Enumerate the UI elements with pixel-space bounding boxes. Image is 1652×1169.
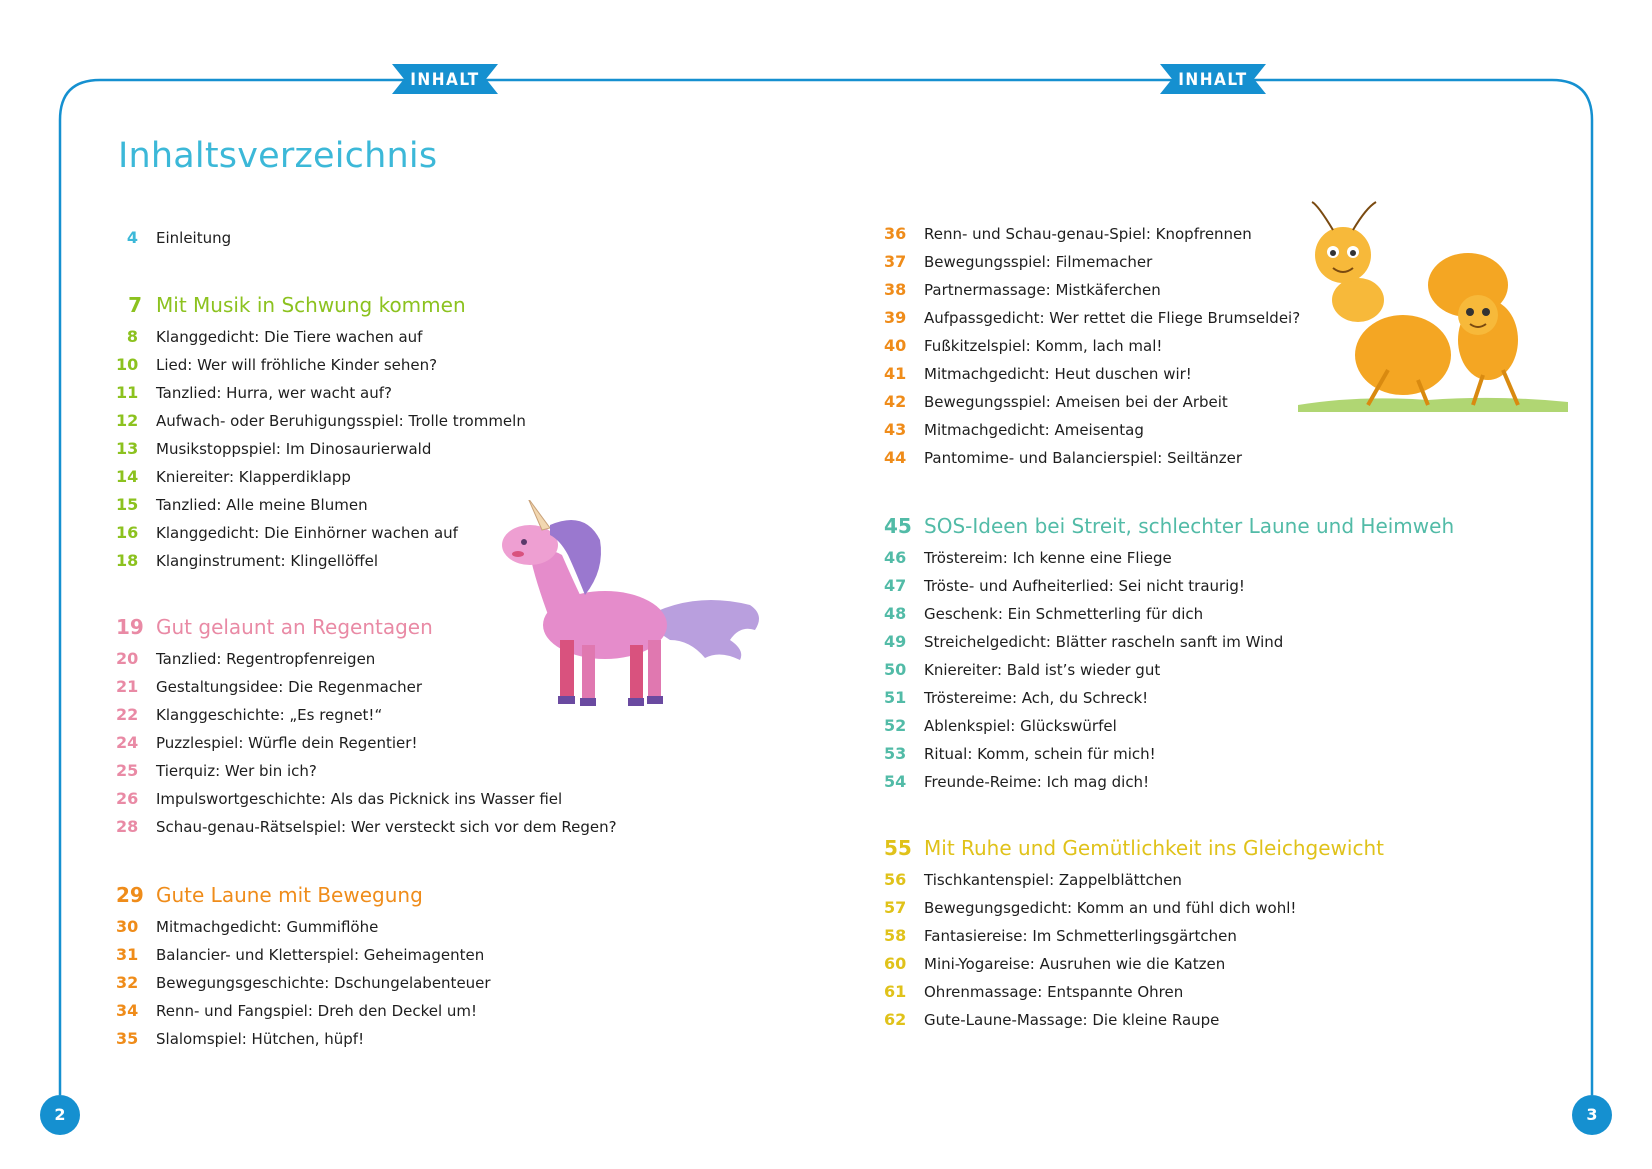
section-title: Gute Laune mit Bewegung [156,883,423,907]
entry-title: Partnermassage: Mistkäferchen [924,281,1161,299]
entry-title: Bewegungsgeschichte: Dschungelabenteuer [156,974,491,992]
entry-page-number: 14 [116,467,139,486]
entry-page-number: 13 [116,439,139,458]
entry-title: Aufpassgedicht: Wer rettet die Fliege Brumseldei? [924,309,1301,327]
entry-page-number: 48 [884,604,907,623]
entry-page-number: 12 [116,411,139,430]
entry-page-number: 34 [116,1001,139,1020]
entry-page-number: 44 [884,448,907,467]
entry-title: Tanzlied: Regentropfenreigen [156,650,376,668]
entry-title: Lied: Wer will fröhliche Kinder sehen? [156,356,438,374]
entry-title: Bewegungsspiel: Ameisen bei der Arbeit [924,393,1228,411]
entry-page-number: 18 [116,551,139,570]
entry-page-number: 30 [116,917,139,936]
entry-title: Tanzlied: Alle meine Blumen [156,496,368,514]
entry-page-number: 60 [884,954,907,973]
entry-title: Impulswortgeschichte: Als das Picknick ins Wasser fiel [156,790,563,808]
entry-title: Gute-Laune-Massage: Die kleine Raupe [924,1011,1220,1029]
entry-page-number: 36 [884,224,907,243]
entry-title: Klanggedicht: Die Tiere wachen auf [156,328,423,346]
entry-page-number: 61 [884,982,907,1001]
entry-page-number: 52 [884,716,907,735]
entry-page-number: 38 [884,280,907,299]
entry-page-number: 41 [884,364,907,383]
section-page-number: 45 [884,514,912,538]
entry-page-number: 24 [116,733,139,752]
entry-title: Kniereiter: Bald ist’s wieder gut [924,661,1161,679]
entry-title: Tröstereime: Ach, du Schreck! [924,689,1149,707]
section-page-number: 7 [128,293,142,317]
entry-page-number: 28 [116,817,139,836]
entry-title: Geschenk: Ein Schmetterling für dich [924,605,1204,623]
entry-title: Ablenkspiel: Glückswürfel [924,717,1117,735]
entry-page-number: 31 [116,945,139,964]
page-number-right: 3 [1572,1095,1612,1135]
entry-page-number: 21 [116,677,139,696]
entry-title: Tischkantenspiel: Zappelblättchen [924,871,1182,889]
entry-title: Einleitung [156,229,232,247]
entry-page-number: 25 [116,761,139,780]
section-page-number: 29 [116,883,144,907]
entry-title: Pantomime- und Balancierspiel: Seiltänzer [924,449,1243,467]
entry-title: Fantasiereise: Im Schmetterlingsgärtchen [924,927,1237,945]
entry-page-number: 49 [884,632,907,651]
entry-title: Renn- und Schau-genau-Spiel: Knopfrennen [924,225,1252,243]
entry-page-number: 62 [884,1010,907,1029]
entry-title: Streichelgedicht: Blätter rascheln sanft im Wind [924,633,1284,651]
page-title: Inhaltsverzeichnis [118,136,438,176]
entry-page-number: 40 [884,336,907,355]
entry-title: Gestaltungsidee: Die Regenmacher [156,678,423,696]
entry-page-number: 32 [116,973,139,992]
entry-page-number: 15 [116,495,139,514]
ants-illustration [1298,200,1568,420]
entry-title: Klanggeschichte: „Es regnet!“ [156,706,383,724]
entry-page-number: 51 [884,688,907,707]
entry-page-number: 50 [884,660,907,679]
entry-title: Mini-Yogareise: Ausruhen wie die Katzen [924,955,1226,973]
section-title: SOS-Ideen bei Streit, schlechter Laune und Heimweh [924,514,1455,538]
entry-page-number: 35 [116,1029,139,1048]
section-page-number: 55 [884,836,912,860]
section-title: Mit Ruhe und Gemütlichkeit ins Gleichgewicht [924,836,1384,860]
tab-label-left: INHALT [410,70,480,90]
entry-title: Mitmachgedicht: Heut duschen wir! [924,365,1192,383]
entry-page-number: 54 [884,772,907,791]
entry-page-number: 8 [126,327,138,346]
entry-title: Klanginstrument: Klingellöffel [156,552,378,570]
section-title: Gut gelaunt an Regentagen [156,615,433,639]
entry-title: Klanggedicht: Die Einhörner wachen auf [156,524,458,542]
entry-title: Tanzlied: Hurra, wer wacht auf? [156,384,392,402]
entry-title: Mitmachgedicht: Ameisentag [924,421,1144,439]
entry-title: Tröstereim: Ich kenne eine Fliege [924,549,1172,567]
entry-title: Tröste- und Aufheiterlied: Sei nicht traurig! [924,577,1245,595]
unicorn-illustration [490,500,780,720]
entry-title: Schau-genau-Rätselspiel: Wer versteckt sich vor dem Regen? [156,818,617,836]
entry-title: Bewegungsspiel: Filmemacher [924,253,1153,271]
entry-title: Ritual: Komm, schein für mich! [924,745,1156,763]
entry-page-number: 58 [884,926,907,945]
entry-title: Kniereiter: Klapperdiklapp [156,468,351,486]
section-title: Mit Musik in Schwung kommen [156,293,466,317]
entry-page-number: 56 [884,870,907,889]
tab-label-right: INHALT [1178,70,1248,90]
entry-page-number: 57 [884,898,907,917]
entry-page-number: 47 [884,576,907,595]
entry-page-number: 46 [884,548,907,567]
entry-title: Puzzlespiel: Würfle dein Regentier! [156,734,418,752]
entry-title: Aufwach- oder Beruhigungsspiel: Trolle trommeln [156,412,526,430]
entry-page-number: 20 [116,649,139,668]
entry-page-number: 37 [884,252,907,271]
entry-page-number: 10 [116,355,139,374]
entry-title: Freunde-Reime: Ich mag dich! [924,773,1150,791]
entry-page-number: 39 [884,308,907,327]
page-number-left: 2 [40,1095,80,1135]
entry-page-number: 43 [884,420,907,439]
entry-page-number: 22 [116,705,139,724]
entry-title: Tierquiz: Wer bin ich? [156,762,317,780]
entry-title: Ohrenmassage: Entspannte Ohren [924,983,1184,1001]
entry-title: Musikstoppspiel: Im Dinosaurierwald [156,440,432,458]
entry-page-number: 4 [126,228,138,247]
entry-title: Renn- und Fangspiel: Dreh den Deckel um! [156,1002,478,1020]
entry-title: Fußkitzelspiel: Komm, lach mal! [924,337,1163,355]
section-page-number: 19 [116,615,144,639]
entry-page-number: 11 [116,383,139,402]
entry-page-number: 16 [116,523,139,542]
entry-title: Slalomspiel: Hütchen, hüpf! [156,1030,365,1048]
entry-page-number: 53 [884,744,907,763]
entry-title: Mitmachgedicht: Gummiflöhe [156,918,379,936]
entry-title: Bewegungsgedicht: Komm an und fühl dich wohl! [924,899,1297,917]
entry-page-number: 42 [884,392,907,411]
entry-title: Balancier- und Kletterspiel: Geheimagenten [156,946,485,964]
entry-page-number: 26 [116,789,139,808]
